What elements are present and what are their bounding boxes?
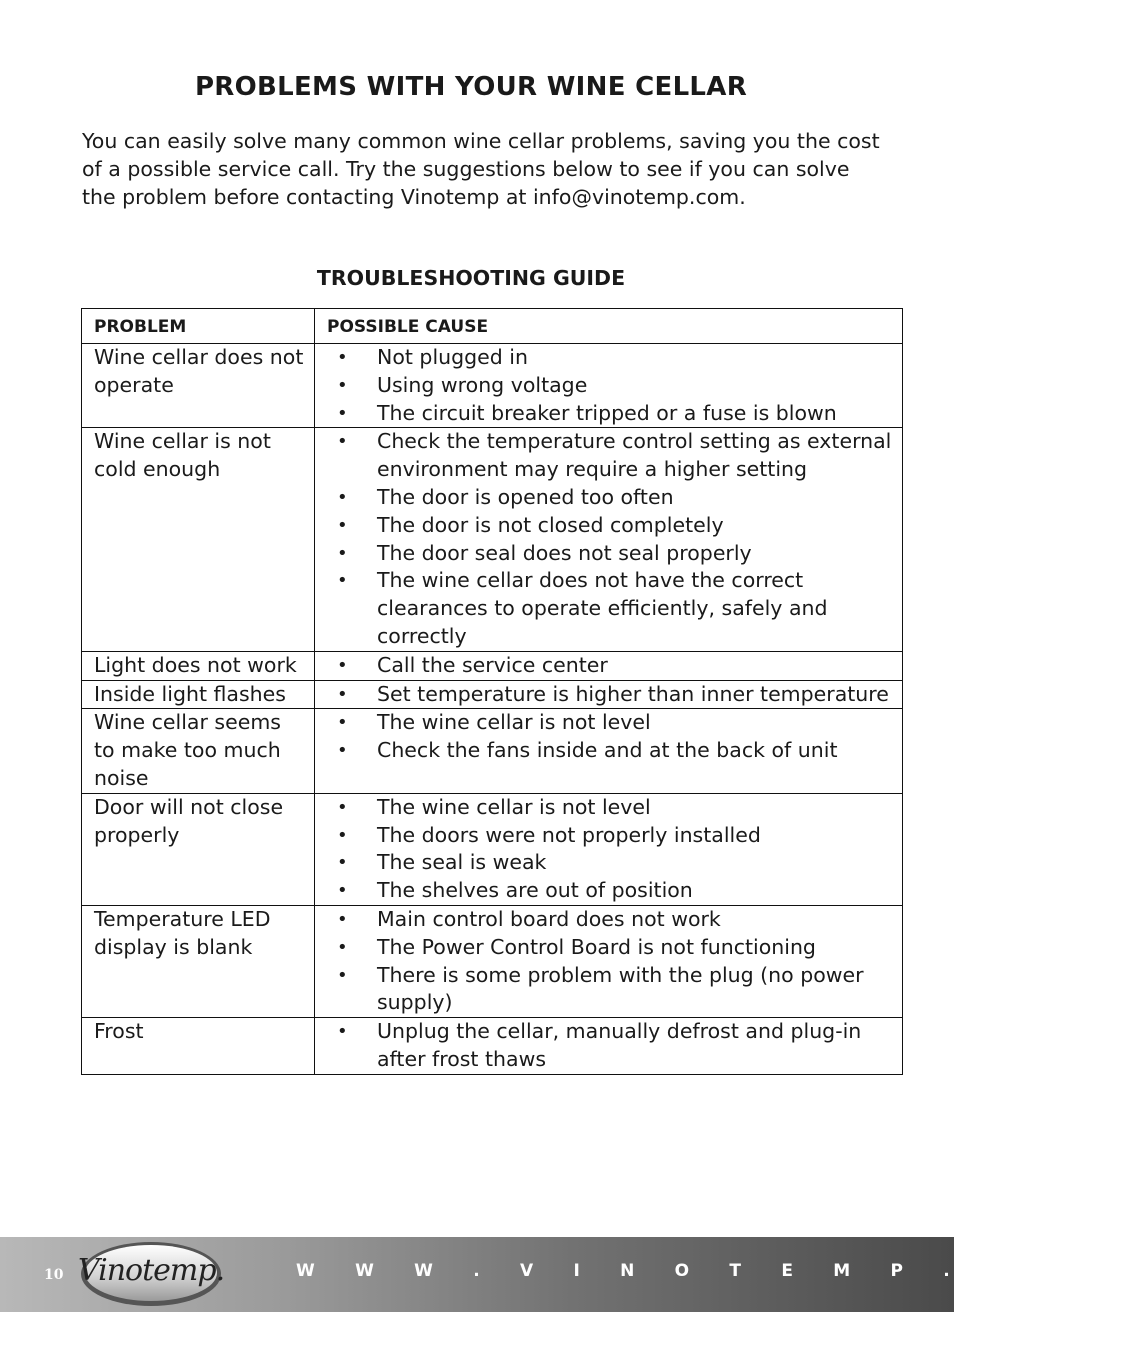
cause-list bbox=[327, 344, 894, 427]
cause-item: • The circuit breaker tripped or a fuse is blown bbox=[327, 400, 894, 428]
cause-item: • Call the service center bbox=[327, 652, 894, 680]
cause-cell bbox=[315, 344, 903, 428]
cause-item: • Main control board does not work bbox=[327, 906, 894, 934]
table-row bbox=[82, 793, 903, 905]
problem-cell: Frost bbox=[82, 1018, 315, 1075]
table-row bbox=[82, 680, 903, 709]
cause-list bbox=[327, 428, 894, 650]
cause-item: • The Power Control Board is not functioning bbox=[327, 934, 894, 962]
column-header-cause: POSSIBLE CAUSE bbox=[315, 309, 903, 344]
cause-item: • Set temperature is higher than inner temperature bbox=[327, 681, 894, 709]
cause-cell bbox=[315, 1018, 903, 1075]
table-body bbox=[82, 344, 903, 1075]
cause-item: • There is some problem with the plug (no power supply) bbox=[327, 962, 894, 1018]
cause-list bbox=[327, 1018, 894, 1074]
table-row bbox=[82, 709, 903, 793]
logo-wordmark: Vinotemp. bbox=[78, 1253, 225, 1288]
website-url: W W W . V I N O T E M P . C O M bbox=[296, 1261, 1132, 1281]
table-row bbox=[82, 344, 903, 428]
table-row bbox=[82, 905, 903, 1017]
problem-cell: Wine cellar is not cold enough bbox=[82, 428, 315, 651]
table-header-row bbox=[82, 309, 903, 344]
cause-cell bbox=[315, 793, 903, 905]
problem-cell: Temperature LED display is blank bbox=[82, 905, 315, 1017]
cause-cell bbox=[315, 709, 903, 793]
cause-item: • Check the fans inside and at the back of unit bbox=[327, 737, 894, 765]
cause-list bbox=[327, 794, 894, 905]
cause-item: • Using wrong voltage bbox=[327, 372, 894, 400]
cause-item: • The shelves are out of position bbox=[327, 877, 894, 905]
cause-list bbox=[327, 681, 894, 709]
cause-item: • The seal is weak bbox=[327, 849, 894, 877]
table-row bbox=[82, 428, 903, 651]
page-number: 10 bbox=[44, 1267, 64, 1283]
cause-item: • Unplug the cellar, manually defrost and plug-in after frost thaws bbox=[327, 1018, 894, 1074]
problem-cell: Door will not close properly bbox=[82, 793, 315, 905]
table-row bbox=[82, 1018, 903, 1075]
cause-item: • The door is not closed completely bbox=[327, 512, 894, 540]
cause-item: • Check the temperature control setting as external environment may require a higher setting bbox=[327, 428, 894, 484]
troubleshooting-table bbox=[81, 308, 903, 1075]
table-row bbox=[82, 651, 903, 680]
section-title: TROUBLESHOOTING GUIDE bbox=[316, 266, 626, 290]
cause-item: • Not plugged in bbox=[327, 344, 894, 372]
vinotemp-logo bbox=[78, 1239, 224, 1309]
cause-cell bbox=[315, 428, 903, 651]
cause-item: • The wine cellar is not level bbox=[327, 794, 894, 822]
cause-list bbox=[327, 709, 894, 765]
cause-list bbox=[327, 906, 894, 1017]
cause-item: • The wine cellar does not have the correct clearances to operate efficiently, safely and correctly bbox=[327, 567, 894, 650]
cause-cell bbox=[315, 905, 903, 1017]
problem-cell: Wine cellar seems to make too much noise bbox=[82, 709, 315, 793]
problem-cell: Light does not work bbox=[82, 651, 315, 680]
cause-cell bbox=[315, 651, 903, 680]
cause-item: • The door seal does not seal properly bbox=[327, 540, 894, 568]
page-title: PROBLEMS WITH YOUR WINE CELLAR bbox=[194, 72, 748, 102]
problem-cell: Wine cellar does not operate bbox=[82, 344, 315, 428]
cause-cell bbox=[315, 680, 903, 709]
cause-list bbox=[327, 652, 894, 680]
cause-item: • The doors were not properly installed bbox=[327, 822, 894, 850]
column-header-problem: PROBLEM bbox=[82, 309, 315, 344]
problem-cell: Inside light flashes bbox=[82, 680, 315, 709]
footer-bar bbox=[0, 1237, 1132, 1312]
cause-item: • The door is opened too often bbox=[327, 484, 894, 512]
intro-paragraph: You can easily solve many common wine cellar problems, saving you the cost of a possible service call. Try the suggestions below to see if you can solve the problem before contacting Vinotemp at info@vinotemp.com. bbox=[82, 129, 880, 209]
cause-item: • The wine cellar is not level bbox=[327, 709, 894, 737]
